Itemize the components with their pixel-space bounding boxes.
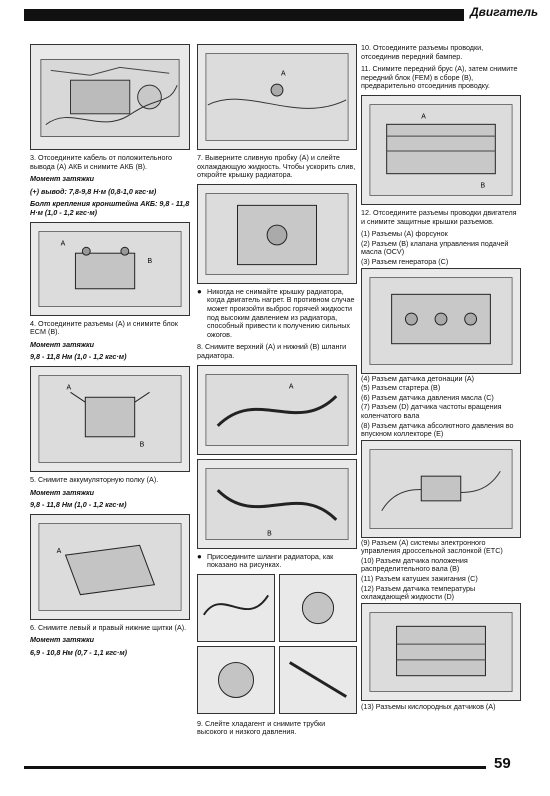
warning-note	[197, 288, 357, 340]
figure-ecm	[30, 366, 190, 472]
torque-title: Момент затяжки	[30, 339, 95, 349]
engine-bay-drawing	[31, 45, 189, 149]
list-item: (2) Разъем (В) клапана управления подачей масла (OCV)	[361, 238, 509, 257]
warning-text: Никогда не снимайте крышку радиатора, когда двигатель нагрет. В противном случае может произойти выброс горячей жидкости под высоким давлением из радиатора, способный привести к получению сильных ожогов.	[207, 286, 355, 339]
connector-list-1	[361, 230, 521, 266]
sensor-drawing	[362, 441, 520, 537]
ecm-drawing	[31, 367, 189, 471]
hose-detail-drawing	[280, 575, 356, 641]
figure-hose-detail	[279, 574, 357, 642]
list-item: (11) Разъем катушек зажигания (С)	[361, 574, 478, 584]
step-4-text: 4. Отсоедините разъемы (А) и снимите блок ECM (B).	[30, 318, 178, 337]
list-item: (9) Разъем (А) системы электронного управления дроссельной заслонкой (ETC)	[361, 537, 503, 556]
torque-value: (+) вывод: 7,8-9,8 Н·м (0,8-1,0 кгс·м)	[30, 186, 157, 196]
bullet-icon: ●	[197, 551, 202, 561]
step-6-text: 6. Снимите левый и правый нижние щитки (А).	[30, 622, 187, 632]
bullet-icon: ●	[197, 286, 202, 296]
battery-drawing	[31, 223, 189, 315]
list-item: (7) Разъем (D) датчика частоты вращения коленчатого вала	[361, 402, 502, 420]
torque-value: 6,9 - 10,8 Нм (0,7 - 1,1 кгс·м)	[30, 647, 128, 657]
figure-drain-plug	[197, 44, 357, 150]
torque-value: Болт крепления кронштейна АКБ: 9,8 - 11,8 Н·м (1,0 - 1,2 кгс·м)	[30, 199, 190, 217]
torque-title: Момент затяжки	[30, 487, 95, 497]
torque-value: 9,8 - 11,8 Нм (1,0 - 1,2 кгс·м)	[30, 352, 127, 362]
connector-list-3	[361, 539, 521, 602]
oxygen-sensor-drawing	[362, 604, 520, 700]
engine-top-drawing	[362, 269, 520, 373]
list-item: (4) Разъем датчика детонации (А)	[361, 373, 475, 383]
figure-battery-tray	[30, 514, 190, 620]
svg-text:B: B	[267, 530, 272, 538]
figure-upper-hose	[197, 365, 357, 455]
svg-text:A: A	[60, 239, 66, 247]
drain-drawing	[198, 45, 356, 149]
svg-text:A: A	[66, 384, 72, 392]
figure-oxygen-sensor	[361, 603, 521, 701]
step-9-text: 9. Слейте хладагент и снимите трубки высокого и низкого давления.	[197, 718, 326, 737]
column-middle	[197, 44, 357, 741]
radiator-cap-drawing	[198, 185, 356, 283]
step-8-text: 8. Снимите верхний (А) и нижний (В) шланги радиатора.	[197, 342, 347, 360]
note-text: Присоедините шланги радиатора, как показано на рисунках.	[207, 551, 334, 570]
step-5-text: 5. Снимите аккумуляторную полку (А).	[30, 474, 159, 484]
svg-text:B: B	[147, 257, 153, 265]
figure-hose-detail	[197, 646, 275, 714]
figure-battery-terminal	[30, 44, 190, 150]
column-right	[361, 44, 521, 713]
page-number: 59	[494, 755, 511, 772]
figure-engine-connectors	[361, 268, 521, 374]
svg-text:A: A	[288, 382, 294, 390]
figure-radiator-cap	[197, 184, 357, 284]
connector-list-2	[361, 375, 521, 439]
hose-detail-drawing	[198, 575, 274, 641]
step-3-text: 3. Отсоедините кабель от положительного вывода (А) АКБ и снимите АКБ (В).	[30, 153, 172, 171]
hose-detail-drawing	[198, 647, 274, 713]
list-item: (1) Разъемы (А) форсунок	[361, 229, 448, 239]
step-11-text: 11. Снимите передний брус (А), затем снимите передний блок (FEM) в сборе (В), предварительно отсоединив проводку.	[361, 64, 518, 91]
connector-list-4	[361, 703, 521, 712]
svg-text:B: B	[480, 182, 486, 190]
figure-lower-hose	[197, 459, 357, 549]
figure-hose-detail	[279, 646, 357, 714]
torque-value: 9,8 - 11,8 Нм (1,0 - 1,2 кгс·м)	[30, 500, 127, 510]
figure-hose-grid	[197, 646, 357, 714]
figure-sensor-connectors	[361, 440, 521, 538]
figure-hose-detail	[197, 574, 275, 642]
svg-text:A: A	[56, 547, 62, 555]
figure-battery	[30, 222, 190, 316]
column-left	[30, 44, 190, 662]
page-header	[0, 0, 550, 24]
note-bullet	[197, 553, 357, 570]
svg-text:B: B	[139, 441, 145, 449]
figure-front-end-module	[361, 95, 521, 205]
list-item: (6) Разъем датчика давления масла (С)	[361, 392, 494, 402]
svg-text:A: A	[421, 113, 426, 121]
upper-hose-drawing	[198, 366, 356, 454]
page-footer	[0, 752, 550, 792]
section-title: Двигатель	[466, 5, 542, 19]
svg-text:A: A	[280, 70, 286, 78]
footer-rule	[24, 766, 486, 769]
torque-title: Момент затяжки	[30, 635, 95, 645]
hose-detail-drawing	[280, 647, 356, 713]
list-item: (8) Разъем датчика абсолютного давления во впускном коллекторе (Е)	[361, 420, 514, 439]
list-item: (13) Разъемы кислородных датчиков (А)	[361, 701, 496, 711]
header-bar	[24, 9, 464, 21]
list-item: (10) Разъем датчика положения распределительного вала (В)	[361, 555, 468, 574]
lower-hose-drawing	[198, 460, 356, 548]
torque-title: Момент затяжки	[30, 174, 95, 184]
list-item: (3) Разъем генератора (С)	[361, 256, 449, 266]
step-12-text: 12. Отсоедините разъемы проводки двигателя и снимите защитные крышки разъемов.	[361, 207, 517, 226]
tray-drawing	[31, 515, 189, 619]
step-10-text: 10. Отсоедините разъемы проводки, отсоединив передний бампер.	[361, 43, 484, 61]
step-7-text: 7. Выверните сливную пробку (А) и слейте охлаждающую жидкость. Чтобы ускорить слив, откройте крышку радиатора.	[197, 153, 356, 180]
fem-drawing	[362, 96, 520, 204]
list-item: (5) Разъем стартера (В)	[361, 383, 441, 393]
figure-hose-grid	[197, 574, 357, 642]
list-item: (12) Разъем датчика температуры охлаждающей жидкости (D)	[361, 583, 476, 602]
